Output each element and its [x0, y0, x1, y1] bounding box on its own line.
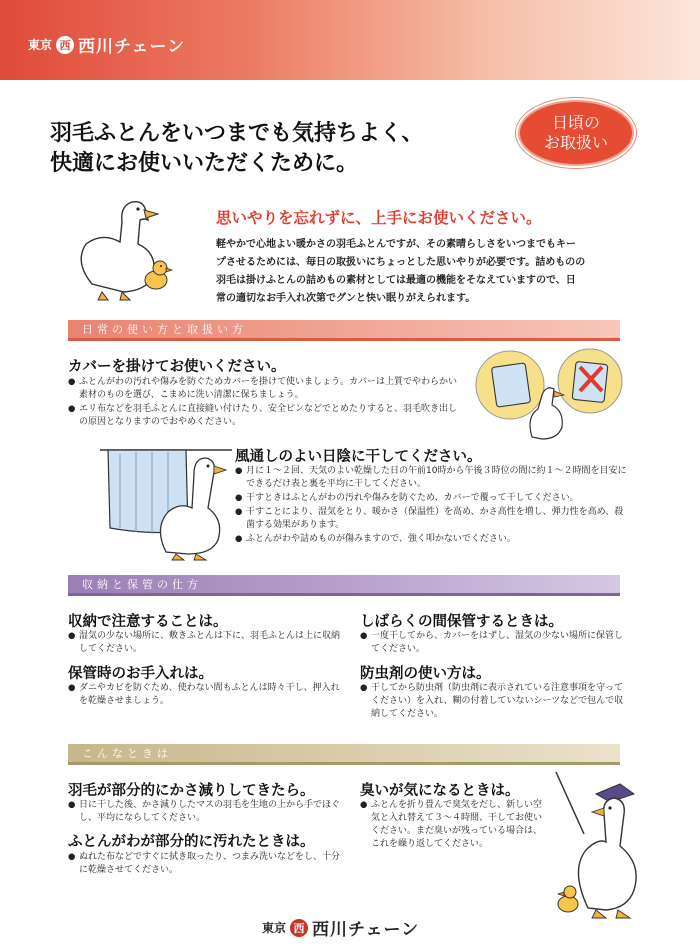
loss-heading: 羽毛が部分的にかさ減りしてきたら。	[68, 782, 315, 799]
loss-bullets	[68, 799, 340, 826]
brand-name: 西川チェーン	[78, 37, 186, 57]
brand-tokyo: 東京	[28, 38, 53, 52]
title-line-1: 羽毛ふとんをいつまでも気持ちよく、	[50, 120, 424, 146]
intro-line-4: 常の適切なお手入れ次第でグンと快い眠りがえられます。	[216, 293, 476, 304]
intro-line-3: 羽毛は掛けふとんの詰めもの素材としては最適の機能をそなえていますので、日	[216, 275, 576, 286]
cover-do-dont-illustration	[472, 345, 632, 443]
long-term-bullet-1: ● 一度干してから、カバーをはずし、湿気の少ない場所に保管してください。	[360, 630, 628, 656]
goose-duckling-illustration	[64, 192, 194, 304]
drying-bullet-4: ● ふとんがわや詰めものが傷みますので、強く叩かないでください。	[235, 533, 630, 546]
storage-notes-bullet-1: ● 湿気の少ない場所に、敷きふとんは下に、羽毛ふとんは上に収納してください。	[68, 630, 340, 656]
drying-bullet-1: ● 月に１～２回、天気のよい乾燥した日の午前10時から午後３時位の間に約１～２時間を目安にできるだけ表と裏を平均に干してください。	[235, 465, 630, 491]
long-term-heading: しばらくの間保管するときは。	[360, 613, 563, 630]
insect-heading: 防虫剤の使い方は。	[360, 665, 491, 682]
stain-bullet-1: ● ぬれた布などですぐに拭き取ったり、つまみ洗いなどをし、十分に乾燥させてください。	[68, 851, 340, 877]
insect-bullets	[360, 682, 628, 722]
brand-mark-icon: 西	[56, 36, 74, 54]
brand-logo	[28, 32, 185, 57]
odor-bullet-1: ● ふとんを折り畳んで臭気をだし、新しい空気と入れ替えて３～４時間、干してお使いください。まだ臭いが残っている場合は、これを繰り返してください。	[360, 799, 545, 851]
stain-heading: ふとんがわが部分的に汚れたときは。	[68, 833, 315, 850]
intro-body	[216, 236, 646, 308]
storage-notes-bullets	[68, 630, 340, 657]
cover-bullets	[68, 376, 463, 430]
care-badge	[518, 100, 634, 166]
drying-bullet-3: ● 干すことにより、湿気をとり、暖かさ（保温性）を高め、かさ高性を増し、弾力性を高め、殺菌する効果があります。	[235, 506, 630, 532]
loss-bullet-1: ● 日に干した後、かさ減りしたマスの羽毛を生地の上から手でほぐし、平均にならしてください。	[68, 799, 340, 825]
intro-heading: 思いやりを忘れずに、上手にお使いください。	[216, 209, 542, 227]
drying-heading: 風通しのよい日陰に干してください。	[235, 448, 482, 465]
storage-notes-heading: 収納で注意することは。	[68, 613, 228, 630]
drying-bullet-2: ● 干すときはふとんがわの汚れや傷みを防ぐため、カバーで覆って干してください。	[235, 492, 630, 505]
section-band-storage: 収納と保管の仕方	[68, 575, 620, 596]
badge-line-2: お取扱い	[543, 133, 608, 152]
odor-bullets	[360, 799, 545, 852]
section-band-daily: 日常の使い方と取扱い方	[68, 320, 620, 341]
teacher-goose-illustration	[548, 770, 648, 920]
cover-bullet-2: ● エリ布などを羽毛ふとんに直接縫い付けたり、安全ピンなどでとめたりすると、羽毛吹き出しの原因となりますのでおやめください。	[68, 403, 463, 429]
footer-brand-name: 西川チェーン	[312, 920, 420, 940]
footer-brand-tokyo: 東京	[262, 921, 287, 935]
intro-line-2: プさせるためには、毎日の取扱いにちょっとした思いやりが必要です。詰めものの	[216, 257, 586, 268]
care-bullet-1: ● ダニやカビを防ぐため、使わない間もふとんは時々干し、押入れを乾燥させましょう。	[68, 682, 340, 708]
page-title	[50, 118, 424, 178]
footer-brand-mark-icon: 西	[290, 919, 308, 937]
intro-line-1: 軽やかで心地よい暖かさの羽毛ふとんですが、その素晴らしさをいつまでもキー	[216, 239, 576, 250]
care-bullets	[68, 682, 340, 709]
care-heading: 保管時のお手入れは。	[68, 665, 213, 682]
section-band-trouble: こんなときは	[68, 744, 620, 765]
footer-brand-logo	[262, 915, 419, 940]
goose-drying-futon-illustration	[96, 444, 236, 562]
stain-bullets	[68, 851, 340, 878]
insect-bullet-1: ● 干してから防虫剤（防虫剤に表示されている注意事項を守ってください）を入れ、糊の付着していないシーツなどで包んで収納してください。	[360, 682, 628, 721]
drying-bullets	[235, 465, 630, 547]
badge-line-1: 日頃の	[551, 113, 600, 132]
cover-heading: カバーを掛けてお使いください。	[68, 358, 286, 375]
title-line-2: 快適にお使いいただくために。	[50, 150, 359, 176]
cover-bullet-1: ● ふとんがわの汚れや傷みを防ぐためカバーを掛けて使いましょう。カバーは上質でやわらかい素材のものを選び、こまめに洗い清潔に保ちましょう。	[68, 376, 463, 402]
odor-heading: 臭いが気になるときは。	[360, 782, 520, 799]
long-term-bullets	[360, 630, 628, 657]
